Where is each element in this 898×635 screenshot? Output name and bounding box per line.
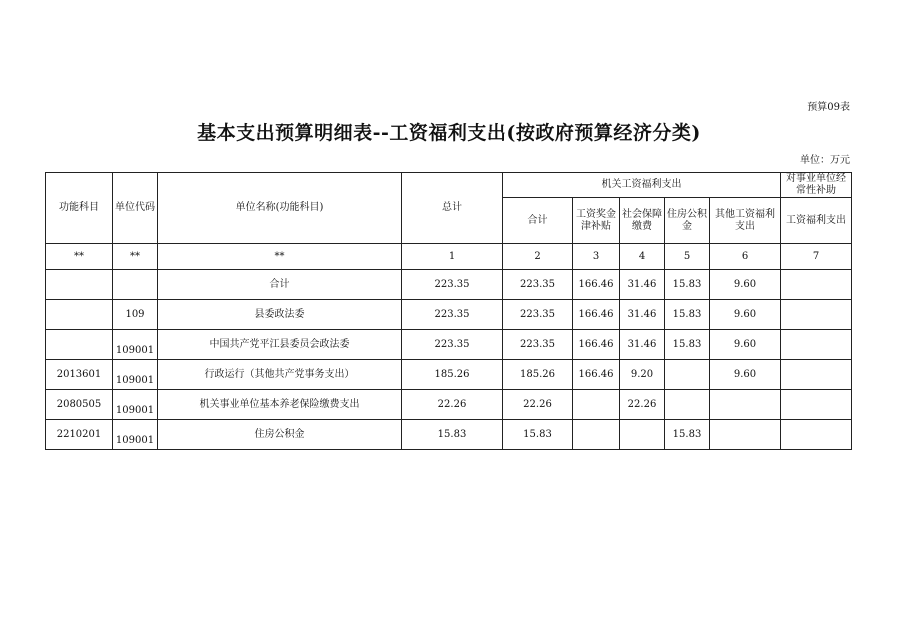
cell-org-housing — [665, 360, 710, 390]
cell-org-other: 9.60 — [710, 300, 781, 330]
index-cell: 4 — [620, 244, 665, 270]
cell-func: 2210201 — [46, 420, 113, 450]
cell-total: 223.35 — [402, 270, 503, 300]
cell-org-social: 22.26 — [620, 390, 665, 420]
cell-org-other — [710, 420, 781, 450]
cell-org-salary — [573, 390, 620, 420]
header-inst-welfare: 工资福利支出 — [781, 198, 852, 244]
cell-org-subtotal: 15.83 — [503, 420, 573, 450]
header-row-1 — [46, 173, 852, 198]
index-cell: 3 — [573, 244, 620, 270]
cell-name: 合计 — [158, 270, 402, 300]
cell-name: 县委政法委 — [158, 300, 402, 330]
cell-org-other — [710, 390, 781, 420]
table-row — [46, 420, 852, 450]
header-org-housing: 住房公积金 — [665, 198, 710, 244]
table-row — [46, 330, 852, 360]
unit-label: 单位：万元 — [800, 155, 850, 166]
cell-org-subtotal: 223.35 — [503, 330, 573, 360]
cell-org-social — [620, 420, 665, 450]
cell-total: 15.83 — [402, 420, 503, 450]
cell-code: 109001 — [113, 330, 158, 360]
cell-inst-welfare — [781, 360, 852, 390]
cell-func — [46, 330, 113, 360]
index-cell: 2 — [503, 244, 573, 270]
header-code: 单位代码 — [113, 173, 158, 244]
cell-func: 2080505 — [46, 390, 113, 420]
cell-code — [113, 270, 158, 300]
cell-name: 行政运行（其他共产党事务支出） — [158, 360, 402, 390]
header-inst-group: 对事业单位经常性补助 — [781, 173, 852, 198]
cell-org-housing: 15.83 — [665, 330, 710, 360]
index-row — [46, 244, 852, 270]
cell-func — [46, 300, 113, 330]
cell-org-subtotal: 22.26 — [503, 390, 573, 420]
cell-org-housing: 15.83 — [665, 420, 710, 450]
cell-org-social: 31.46 — [620, 270, 665, 300]
page-title: 基本支出预算明细表--工资福利支出(按政府预算经济分类) — [197, 122, 701, 144]
cell-org-salary: 166.46 — [573, 330, 620, 360]
cell-func: 2013601 — [46, 360, 113, 390]
cell-org-other: 9.60 — [710, 270, 781, 300]
cell-code: 109001 — [113, 390, 158, 420]
header-func: 功能科目 — [46, 173, 113, 244]
cell-org-salary: 166.46 — [573, 360, 620, 390]
index-cell: ** — [113, 244, 158, 270]
cell-total: 223.35 — [402, 300, 503, 330]
index-cell: ** — [158, 244, 402, 270]
header-org-other: 其他工资福利支出 — [710, 198, 781, 244]
index-cell: 1 — [402, 244, 503, 270]
table-row — [46, 270, 852, 300]
header-org-group: 机关工资福利支出 — [503, 173, 781, 198]
index-cell: 6 — [710, 244, 781, 270]
budget-table — [45, 172, 852, 450]
cell-inst-welfare — [781, 390, 852, 420]
cell-org-salary: 166.46 — [573, 300, 620, 330]
cell-org-subtotal: 223.35 — [503, 270, 573, 300]
table-row — [46, 300, 852, 330]
header-org-social: 社会保障缴费 — [620, 198, 665, 244]
header-name: 单位名称(功能科目) — [158, 173, 402, 244]
cell-inst-welfare — [781, 330, 852, 360]
cell-org-salary: 166.46 — [573, 270, 620, 300]
cell-total: 185.26 — [402, 360, 503, 390]
index-cell: 5 — [665, 244, 710, 270]
table-row — [46, 390, 852, 420]
cell-org-other: 9.60 — [710, 330, 781, 360]
header-org-salary: 工资奖金津补贴 — [573, 198, 620, 244]
cell-total: 223.35 — [402, 330, 503, 360]
cell-org-subtotal: 185.26 — [503, 360, 573, 390]
header-total: 总计 — [402, 173, 503, 244]
cell-org-salary — [573, 420, 620, 450]
cell-inst-welfare — [781, 300, 852, 330]
cell-name: 住房公积金 — [158, 420, 402, 450]
cell-org-other: 9.60 — [710, 360, 781, 390]
header-org-subtotal: 合计 — [503, 198, 573, 244]
cell-inst-welfare — [781, 270, 852, 300]
cell-org-subtotal: 223.35 — [503, 300, 573, 330]
cell-org-housing — [665, 390, 710, 420]
cell-name: 机关事业单位基本养老保险缴费支出 — [158, 390, 402, 420]
cell-func — [46, 270, 113, 300]
cell-code: 109 — [113, 300, 158, 330]
cell-org-housing: 15.83 — [665, 270, 710, 300]
cell-inst-welfare — [781, 420, 852, 450]
index-cell: ** — [46, 244, 113, 270]
cell-org-social: 9.20 — [620, 360, 665, 390]
cell-code: 109001 — [113, 360, 158, 390]
cell-code: 109001 — [113, 420, 158, 450]
form-number: 预算09表 — [807, 102, 850, 113]
cell-name: 中国共产党平江县委员会政法委 — [158, 330, 402, 360]
cell-org-social: 31.46 — [620, 330, 665, 360]
table-row — [46, 360, 852, 390]
index-cell: 7 — [781, 244, 852, 270]
cell-org-social: 31.46 — [620, 300, 665, 330]
cell-org-housing: 15.83 — [665, 300, 710, 330]
cell-total: 22.26 — [402, 390, 503, 420]
